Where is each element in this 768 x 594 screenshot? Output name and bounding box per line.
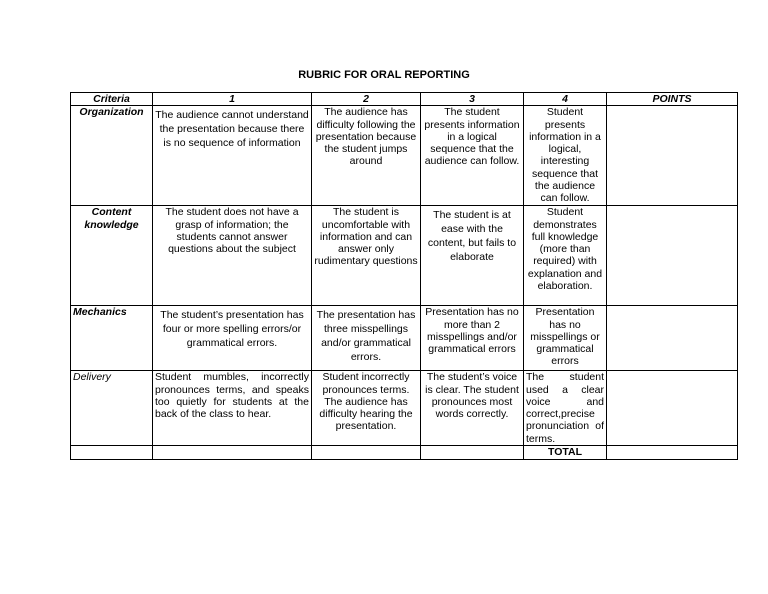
- header-score-3: 3: [421, 93, 524, 106]
- header-points: POINTS: [607, 93, 738, 106]
- rubric-table: [70, 92, 738, 460]
- criteria-cell: Content knowledge: [71, 206, 153, 306]
- points-cell[interactable]: [607, 106, 738, 206]
- score-1-cell: Student mumbles, incorrectly pronounces terms, and speaks too quietly for students at the back of the class to hear.: [153, 371, 312, 446]
- criteria-cell: Mechanics: [71, 306, 153, 371]
- score-4-cell: The student used a clear voice and correct,precise pronunciation of terms.: [524, 371, 607, 446]
- score-4-cell: Student presents information in a logical, interesting sequence that the audience can follow.: [524, 106, 607, 206]
- score-4-cell: Student demonstrates full knowledge (more than required) with explanation and elaboration.: [524, 206, 607, 306]
- page-title: RUBRIC FOR ORAL REPORTING: [298, 69, 470, 81]
- score-1-cell: The student does not have a grasp of information; the students cannot answer questions about the subject: [153, 206, 312, 306]
- header-row: [71, 93, 738, 106]
- empty-cell: [421, 446, 524, 459]
- criteria-cell: Organization: [71, 106, 153, 206]
- total-label: TOTAL: [524, 446, 607, 459]
- empty-cell: [312, 446, 421, 459]
- score-3-cell: Presentation has no more than 2 misspellings and/or grammatical errors: [421, 306, 524, 371]
- total-points-cell[interactable]: [607, 446, 738, 459]
- score-1-cell: The student’s presentation has four or more spelling errors/or grammatical errors.: [153, 306, 312, 371]
- header-score-2: 2: [312, 93, 421, 106]
- total-row: [71, 446, 738, 459]
- score-2-cell: The presentation has three misspellings and/or grammatical errors.: [312, 306, 421, 371]
- table-row: [71, 206, 738, 306]
- table-row: [71, 306, 738, 371]
- points-cell[interactable]: [607, 306, 738, 371]
- empty-cell: [71, 446, 153, 459]
- points-cell[interactable]: [607, 371, 738, 446]
- points-cell[interactable]: [607, 206, 738, 306]
- criteria-cell: Delivery: [71, 371, 153, 446]
- score-4-cell: Presentation has no misspellings or grammatical errors: [524, 306, 607, 371]
- header-score-4: 4: [524, 93, 607, 106]
- score-2-cell: The student is uncomfortable with information and can answer only rudimentary questions: [312, 206, 421, 306]
- empty-cell: [153, 446, 312, 459]
- header-score-1: 1: [153, 93, 312, 106]
- score-3-cell: The student is at ease with the content, but fails to elaborate: [421, 206, 524, 306]
- table-row: [71, 371, 738, 446]
- score-3-cell: The student’s voice is clear. The student pronounces most words correctly.: [421, 371, 524, 446]
- score-2-cell: The audience has difficulty following the presentation because the student jumps around: [312, 106, 421, 206]
- score-2-cell: Student incorrectly pronounces terms. The audience has difficulty hearing the presentation.: [312, 371, 421, 446]
- table-row: [71, 106, 738, 206]
- score-1-cell: The audience cannot understand the presentation because there is no sequence of information: [153, 106, 312, 206]
- header-criteria: Criteria: [71, 93, 153, 106]
- score-3-cell: The student presents information in a logical sequence that the audience can follow.: [421, 106, 524, 206]
